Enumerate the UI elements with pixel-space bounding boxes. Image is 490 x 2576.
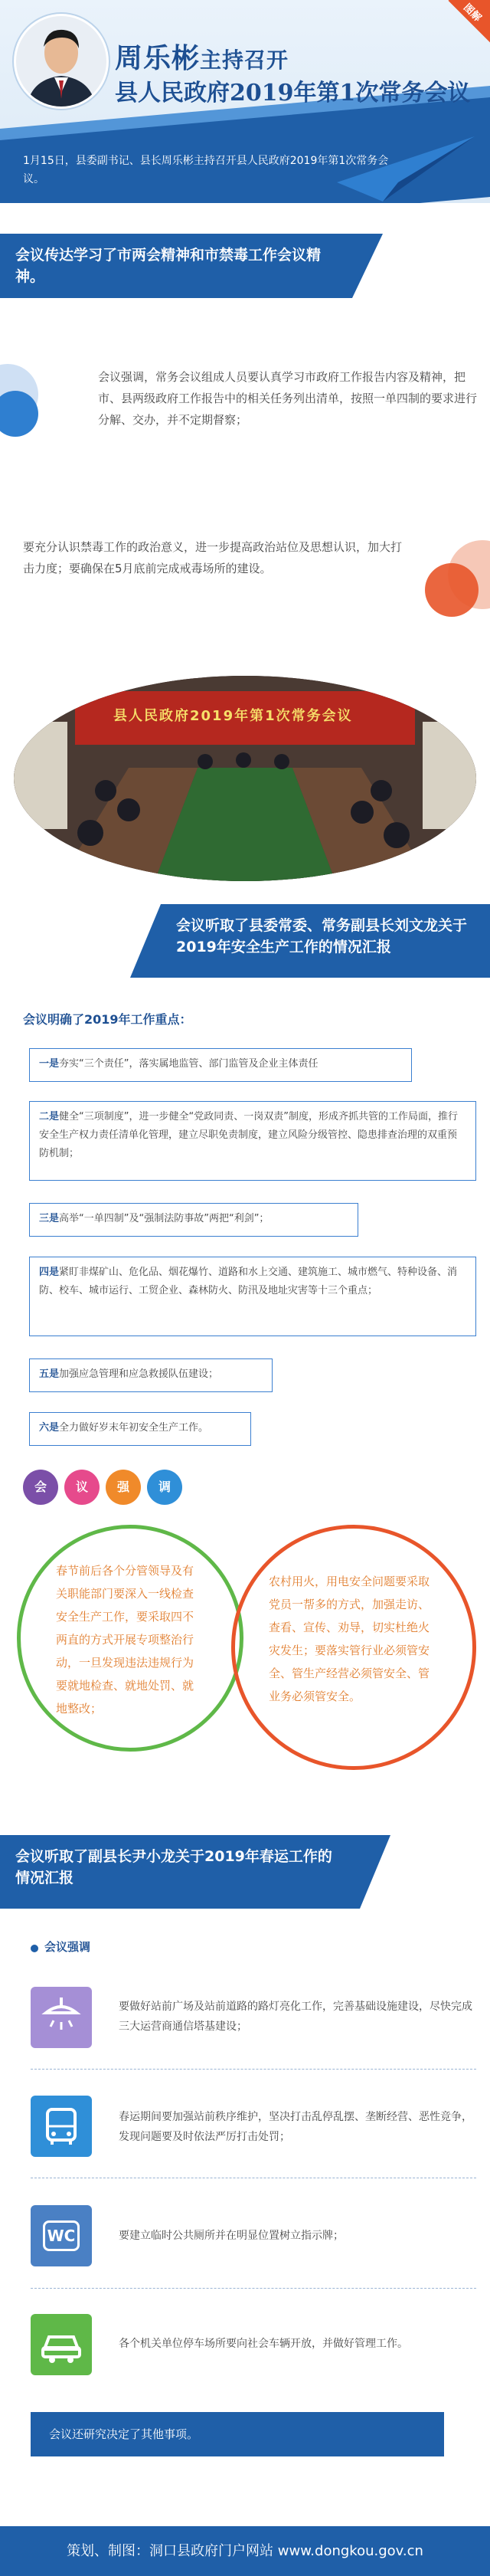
decor-circle	[425, 563, 479, 617]
focus-item: 二是健全“三项制度”，进一步健全“党政同责、一岗双责”制度，形成齐抓共管的工作局面，推行安全生产权力责任清单化管理，建立尽职免责制度，建立风险分级管控、隐患排查治理的双重预防机制；	[29, 1101, 476, 1181]
street-lamp-icon	[31, 1987, 92, 2048]
car-icon	[31, 2314, 92, 2375]
section2-band: 会议听取了县委常委、常务副县长刘文龙关于2019年安全生产工作的情况汇报	[161, 904, 490, 978]
section1-paragraph2: 要充分认识禁毒工作的政治意义，进一步提高政治站位及思想认识，加大打击力度；要确保在5月底前完成戒毒场所的建设。	[23, 540, 403, 575]
emphasis-pill: 议	[64, 1470, 100, 1505]
badge-label: 图解	[461, 2, 484, 25]
section3-item-text: 要建立临时公共厕所并在明显位置树立指示牌；	[119, 2230, 344, 2242]
focus-item: 五是加强应急管理和应急救援队伍建设；	[29, 1358, 273, 1392]
band-tail	[360, 1835, 390, 1909]
section3-item-text: 春运期间要加强站前秩序维护，坚决打击乱停乱摆、垄断经营、恶性竞争，发现问题要及时依法严厉打击处罚；	[119, 2111, 472, 2143]
section3-item-text: 各个机关单位停车场所要向社会车辆开放，并做好管理工作。	[119, 2338, 408, 2350]
focus-item: 三是高举“一单四制”及“强制法防事故”两把“利剑”；	[29, 1203, 358, 1237]
bus-icon	[31, 2096, 92, 2157]
divider	[31, 2288, 476, 2289]
toilet-icon-label: WC	[43, 2220, 80, 2251]
avatar	[14, 14, 109, 109]
emphasis-pill: 强	[106, 1470, 141, 1505]
band-tail	[130, 904, 161, 978]
section3-band: 会议听取了副县长尹小龙关于2019年春运工作的情况汇报	[0, 1835, 360, 1909]
toilet-icon	[31, 2205, 92, 2266]
bullet-dot	[31, 1945, 38, 1952]
section3-subhead: 会议强调	[44, 1940, 91, 1954]
page-title-line2: 县人民政府2019年第1次常务会议	[115, 80, 471, 107]
header-description: 1月15日，县委副书记、县长周乐彬主持召开县人民政府2019年第1次常务会议。	[23, 155, 389, 185]
paper-plane-icon	[329, 129, 482, 203]
section2-subhead: 会议明确了2019年工作重点：	[23, 1012, 192, 1027]
divider	[31, 2069, 476, 2070]
closing-note: 会议还研究决定了其他事项。	[31, 2412, 444, 2456]
emphasis-circle-right: 农村用火，用电安全问题要采取党员一帮多的方式，加强走访、查看、宣传、劝导，切实杜绝火灾发生；要落实管行业必须管安全、管生产经营必须管安全、管业务必须管安全。	[231, 1525, 476, 1770]
header	[0, 0, 490, 203]
focus-item: 四是紧盯非煤矿山、危化品、烟花爆竹、道路和水上交通、建筑施工、城市燃气、特种设备、消防、校车、城市运行、工贸企业、森林防火、防汛及地址灾害等十三个重点；	[29, 1257, 476, 1336]
person-portrait-icon	[16, 16, 106, 107]
emphasis-circle-left: 春节前后各个分管领导及有关职能部门要深入一线检查安全生产工作，要采取四不两直的方式开展专项整治行动，一旦发现违法违规行为要就地检查、就地处罚、就地整改；	[17, 1525, 243, 1752]
focus-item: 六是全力做好岁末年初安全生产工作。	[29, 1412, 251, 1446]
meeting-photo	[14, 676, 476, 881]
section1-paragraph1: 会议强调，常务会议组成人员要认真学习市政府工作报告内容及精神，把市、县两级政府工作报告中的相关任务列出清单，按照一单四制的要求进行分解、交办，并不定期督察；	[98, 370, 478, 427]
emphasis-pill: 会	[23, 1470, 58, 1505]
emphasis-pill: 调	[147, 1470, 182, 1505]
focus-item: 一是夯实“三个责任”，落实属地监管、部门监管及企业主体责任	[29, 1048, 412, 1082]
meeting-banner-text: 县人民政府2019年第1次常务会议	[113, 708, 353, 724]
section3-item-text: 要做好站前广场及站前道路的路灯亮化工作，完善基础设施建设，尽快完成三大运营商通信塔基建设；	[119, 2001, 472, 2033]
page-title-line1: 周乐彬主持召开	[115, 42, 289, 74]
section1-band: 会议传达学习了市两会精神和市禁毒工作会议精神。	[0, 234, 352, 298]
footer: 策划、制图：洞口县政府门户网站 www.dongkou.gov.cn	[0, 2526, 490, 2576]
band-tail	[352, 234, 383, 298]
